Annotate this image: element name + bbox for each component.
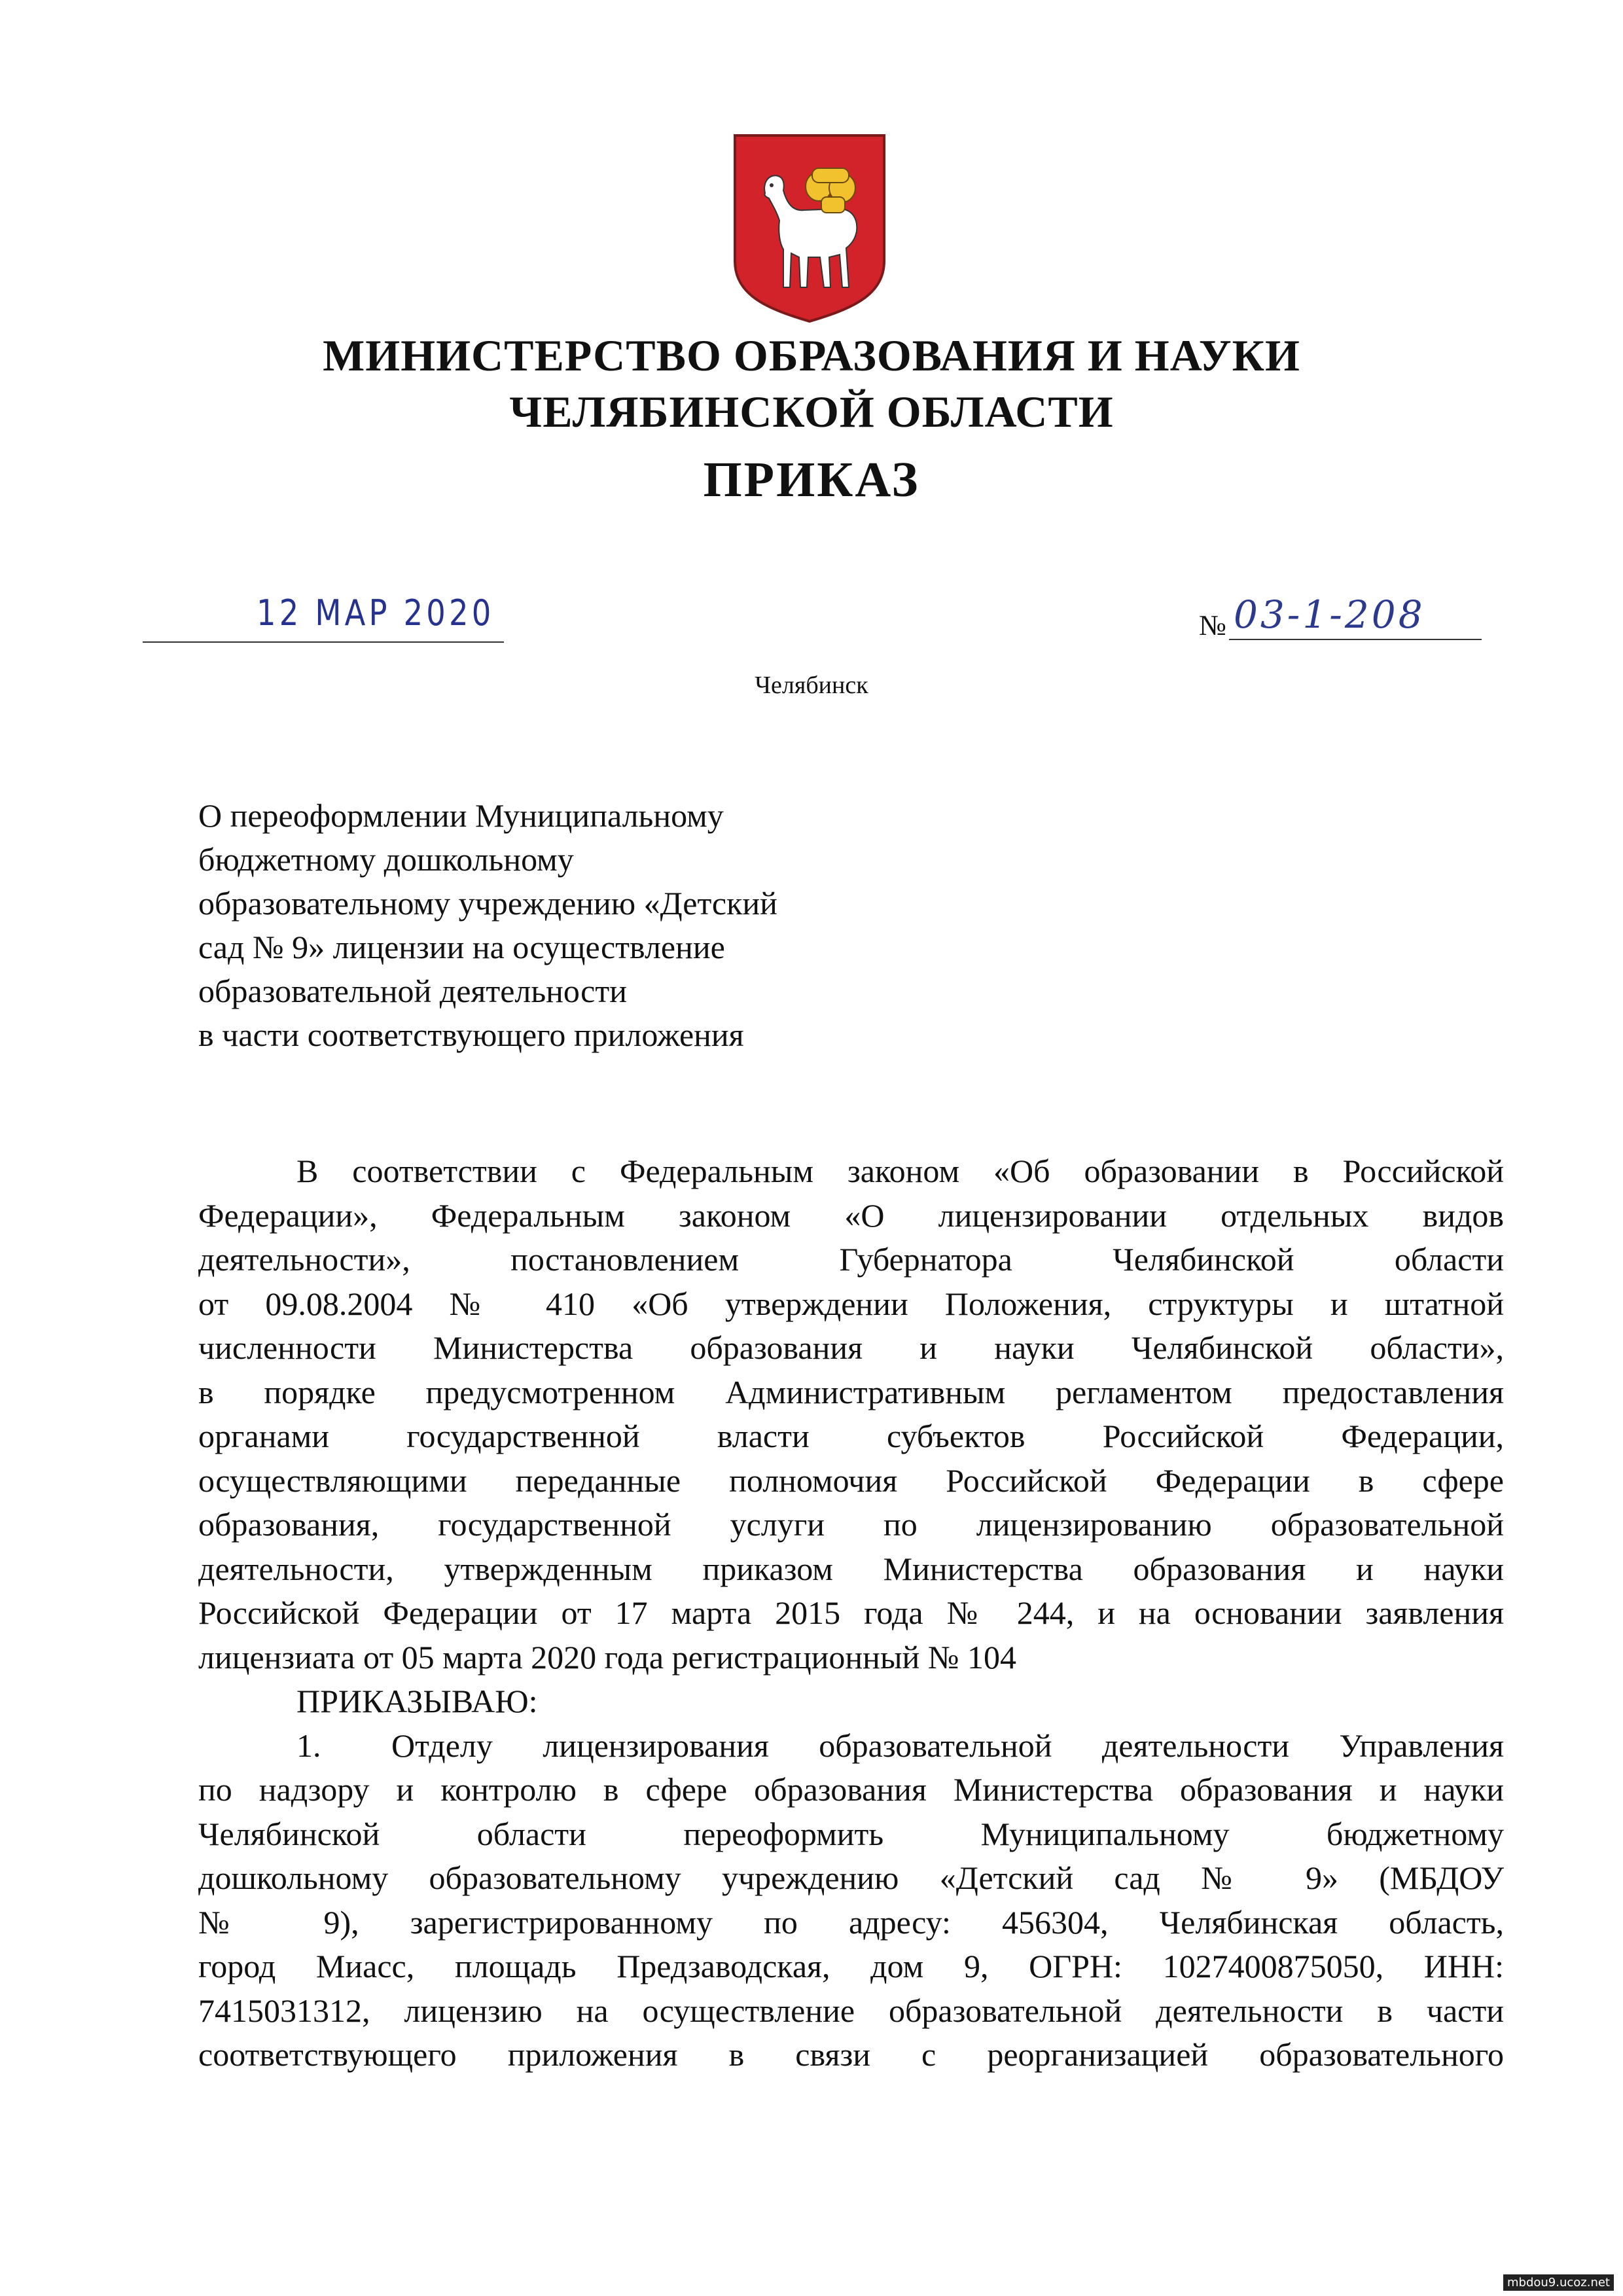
number-underline — [1229, 639, 1482, 640]
order-body — [198, 1149, 1504, 2077]
body-line: Федерации», Федеральным законом «О лицензировании отдельных видов — [198, 1196, 1504, 1234]
body-line: соответствующего приложения в связи с реорганизацией образовательного — [198, 2036, 1504, 2073]
body-line: по надзору и контролю в сфере образования Министерства образования и науки — [198, 1771, 1504, 1808]
body-line: 7415031312, лицензию на осуществление образовательной деятельности в части — [198, 1992, 1504, 2029]
subject-line: О переоформлении Муниципальному — [198, 797, 724, 834]
item-number: 1. — [296, 1727, 321, 1764]
body-line: Челябинской области переоформить Муниципальному бюджетному — [198, 1815, 1504, 1852]
body-line: лицензиата от 05 марта 2020 года регистрационный № 104 — [198, 1638, 1016, 1676]
body-line: численности Министерства образования и науки Челябинской области», — [198, 1329, 1504, 1366]
body-line: в порядке предусмотренном Административным регламентом предоставления — [198, 1373, 1504, 1410]
body-line: В соответствии с Федеральным законом «Об образовании в Российской — [296, 1153, 1504, 1189]
order-word: ПРИКАЗЫВАЮ: — [296, 1683, 538, 1719]
ministry-name-line2: ЧЕЛЯБИНСКОЙ ОБЛАСТИ — [509, 387, 1114, 437]
body-line: органами государственной власти субъектов Российской Федерации, — [198, 1418, 1504, 1454]
subject-line: образовательной деятельности — [198, 973, 627, 1009]
body-line: деятельности», постановлением Губернатора Челябинской области — [198, 1241, 1504, 1278]
body-line: осуществляющими переданные полномочия Российской Федерации в сфере — [198, 1462, 1504, 1499]
body-line: Отделу лицензирования образовательной деятельности Управления — [391, 1727, 1504, 1764]
body-line: № 9), зарегистрированному по адресу: 456304, Челябинская область, — [198, 1903, 1504, 1941]
site-watermark: mbdou9.ucoz.net — [1503, 2274, 1614, 2291]
body-line: деятельности, утвержденным приказом Министерства образования и науки — [198, 1550, 1504, 1587]
document-type: ПРИКАЗ — [703, 452, 920, 507]
subject-line: сад № 9» лицензии на осуществление — [198, 929, 725, 965]
subject-line: в части соответствующего приложения — [198, 1016, 744, 1053]
date-stamp: 12 MAP 2020 — [257, 592, 495, 634]
order-subject — [198, 794, 885, 1057]
ministry-name-line1: МИНИСТЕРСТВО ОБРАЗОВАНИЯ И НАУКИ — [323, 331, 1300, 380]
number-sign: № — [1199, 609, 1226, 641]
subject-line: бюджетному дошкольному — [198, 841, 574, 878]
body-line: Российской Федерации от 17 марта 2015 года № 244, и на основании заявления — [198, 1594, 1504, 1631]
subject-line: образовательному учреждению «Детский — [198, 885, 777, 922]
body-line: образования, государственной услуги по лицензированию образовательной — [198, 1506, 1504, 1543]
order-number: 03-1-208 — [1234, 592, 1425, 637]
body-line: город Миасс, площадь Предзаводская, дом 9, ОГРН: 1027400875050, ИНН: — [198, 1948, 1504, 1984]
body-line: дошкольному образовательному учреждению «Детский сад № 9» (МБДОУ — [198, 1859, 1504, 1896]
body-line: от 09.08.2004 № 410 «Об утверждении Положения, структуры и штатной — [198, 1285, 1504, 1322]
date-underline — [143, 641, 504, 643]
item-1-first-line — [198, 1724, 1504, 1768]
city: Челябинск — [755, 672, 868, 699]
chelyabinsk-coat-of-arms-icon — [731, 133, 888, 324]
